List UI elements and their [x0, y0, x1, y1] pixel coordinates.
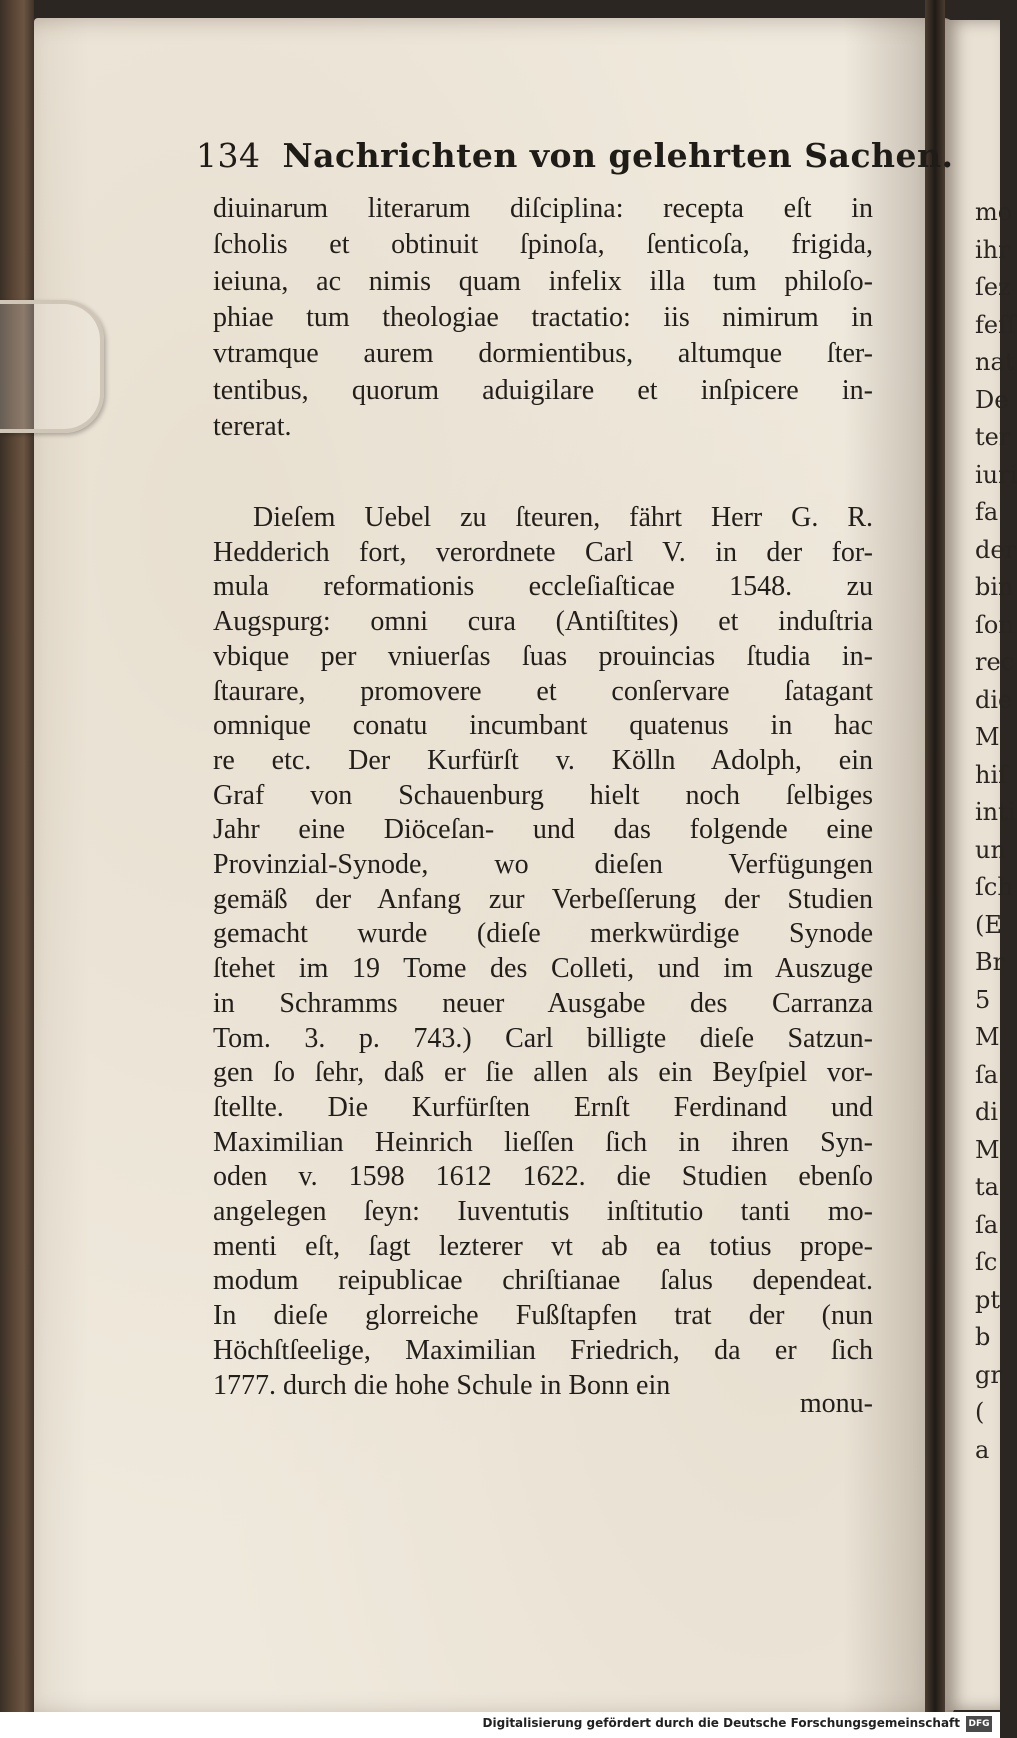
text-line: Tom. 3. p. 743.) Carl billigte dieſe Satzun-: [213, 1022, 873, 1054]
adjacent-page-fragment: der: [975, 535, 1017, 564]
adjacent-page-fragment: 5: [975, 985, 991, 1014]
adjacent-page-fragment: ſa: [975, 1210, 999, 1239]
adjacent-page-fragment: (: [975, 1398, 985, 1426]
adjacent-page-fragment: pt: [975, 1285, 1001, 1314]
adjacent-page-fragment: rec: [975, 648, 1015, 676]
text-line: in Schramms neuer Ausgabe des Carranza: [213, 987, 873, 1019]
text-line: Hedderich fort, verordnete Carl V. in der for-: [213, 536, 873, 568]
adjacent-page-fragment: M: [975, 1023, 1000, 1051]
adjacent-page-fragment: gr: [975, 1360, 1002, 1389]
text-line: gemäß der Anfang zur Verbeſſerung der Studien: [213, 883, 873, 915]
page-clip: [0, 300, 104, 433]
funding-credit: Digitalisierung gefördert durch die Deutsche Forschungsgemeinschaft: [482, 1716, 960, 1730]
text-line: Maximilian Heinrich lieſſen ſich in ihren Syn-: [213, 1126, 873, 1158]
dfg-logo: DFG: [966, 1716, 992, 1732]
adjacent-page-fragment: a: [975, 1435, 990, 1464]
running-title: Nachrichten von gelehrten Sachen.: [282, 136, 954, 175]
adjacent-page-fragment: ta: [975, 1173, 999, 1201]
text-line: ſtehet im 19 Tome des Colleti, und im Auszuge: [213, 953, 873, 985]
book-spine: [0, 0, 34, 1738]
adjacent-page-fragment: ſch: [975, 873, 1013, 901]
page-header: [196, 136, 954, 175]
adjacent-page-fragment: De: [975, 385, 1009, 414]
text-line: oden v. 1598 1612 1622. die Studien ebenſo: [213, 1161, 873, 1193]
adjacent-page-fragment: ſon: [975, 610, 1014, 639]
adjacent-page-fragment: die: [975, 685, 1013, 714]
adjacent-page-fragment: (E: [975, 910, 1002, 939]
adjacent-page-fragment: Br: [975, 948, 1005, 976]
adjacent-page-fragment: ihr: [975, 235, 1010, 264]
text-line: Jahr eine Diöceſan- und das folgende eine: [213, 814, 873, 846]
adjacent-page-fragment: bin: [975, 573, 1014, 601]
text-line: mula reformationis eccleſiaſticae 1548. zu: [213, 571, 873, 603]
text-line: gemacht wurde (dieſe merkwürdige Synode: [213, 918, 873, 950]
text-line: phiae tum theologiae tractatio: iis nimirum in: [213, 301, 873, 333]
text-line: tentibus, quorum aduigilare et inſpicere in-: [213, 374, 873, 406]
adjacent-page-fragment: nat: [975, 348, 1015, 376]
catchword: monu-: [799, 1388, 873, 1419]
adjacent-page-fragment: M: [975, 723, 1000, 751]
adjacent-page-fragment: hiſ: [975, 760, 1008, 789]
text-line: 1777. durch die hohe Schule in Bonn ein: [213, 1369, 671, 1401]
page-number: 134: [196, 136, 261, 175]
text-line: vbique per vniuerſas ſuas prouincias ſtudia in-: [213, 640, 873, 672]
text-line: ſcholis et obtinuit ſpinoſa, ſenticoſa, frigida,: [213, 229, 873, 261]
book-gutter: [925, 0, 945, 1738]
text-line: menti eſt, ſagt lezterer vt ab ea totius prope-: [213, 1230, 873, 1262]
adjacent-page-fragment: un: [975, 835, 1006, 864]
adjacent-page-fragment: feſſ: [975, 310, 1016, 339]
text-line: re etc. Der Kurfürſt v. Kölln Adolph, ein: [213, 744, 873, 776]
text-line: ſtaurare, promovere et conſervare ſatagant: [213, 675, 873, 707]
text-line: Provinzial-Synode, wo dieſen Verfügungen: [213, 849, 873, 880]
adjacent-page-fragment: mo: [975, 198, 1013, 226]
adjacent-page-fragment: ſez: [975, 273, 1011, 301]
adjacent-page-fragment: M: [975, 1135, 1000, 1164]
text-line: diuinarum literarum diſciplina: recepta eſt in: [213, 193, 873, 224]
text-line: ſtellte. Die Kurfürſten Ernſt Ferdinand und: [213, 1091, 873, 1123]
text-line: angelegen ſeyn: Iuventutis inſtitutio tanti mo-: [213, 1196, 873, 1227]
text-line: Dieſem Uebel zu ſteuren, fährt Herr G. R.: [253, 502, 873, 533]
text-line: tererat.: [213, 410, 292, 442]
adjacent-page: [945, 20, 1017, 1710]
adjacent-page-fragment: di: [975, 1098, 999, 1126]
text-line: Graf von Schauenburg hielt noch ſelbiges: [213, 779, 873, 811]
text-line: ieiuna, ac nimis quam infelix illa tum philoſo-: [213, 265, 873, 297]
footer-bar: [0, 1712, 1000, 1738]
adjacent-page-fragment: ſc: [975, 1248, 998, 1276]
adjacent-page-fragment: ſa: [975, 1060, 999, 1089]
adjacent-page-fragment: iuri: [975, 460, 1017, 489]
text-line: gen ſo ſehr, daß er ſie allen als ein Beyſpiel vor-: [213, 1057, 873, 1089]
text-line: Höchſtſeelige, Maximilian Friedrich, da er ſich: [213, 1334, 873, 1366]
adjacent-page-fragment: b: [975, 1323, 991, 1351]
text-line: modum reipublicae chriſtianae ſalus dependeat.: [213, 1265, 873, 1297]
text-line: vtramque aurem dormientibus, altumque ſter-: [213, 338, 873, 370]
text-line: Augspurg: omni cura (Antiſtites) et induſtria: [213, 606, 873, 638]
adjacent-page-fragment: ter: [975, 423, 1011, 451]
text-line: In dieſe glorreiche Fußſtapfen trat der (nun: [213, 1300, 873, 1332]
adjacent-page-fragment: fa: [975, 498, 999, 526]
adjacent-page-fragment: inti: [975, 798, 1016, 826]
text-line: omnique conatu incumbant quatenus in hac: [213, 710, 873, 742]
